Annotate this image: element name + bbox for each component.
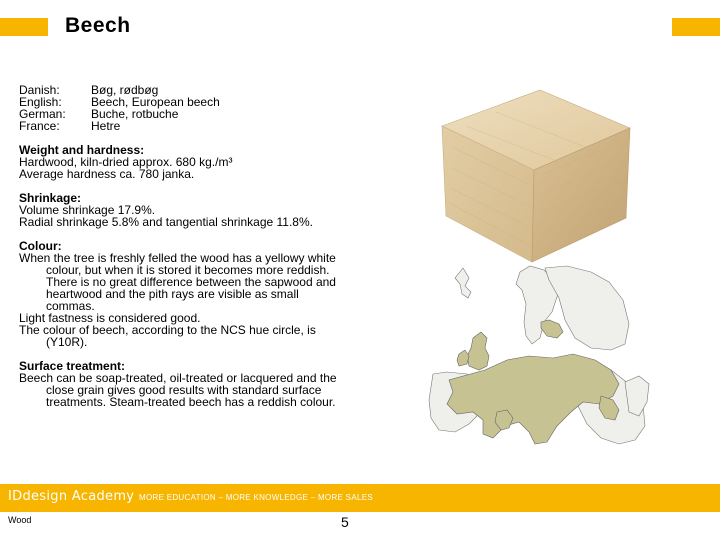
- name-value: Beech, European beech: [91, 95, 220, 109]
- page-title: Beech: [65, 14, 131, 37]
- name-list: [19, 84, 220, 132]
- brand-name: IDdesign Academy: [8, 489, 135, 504]
- surface-line: Beech can be soap-treated, oil-treated or lacquered and the: [19, 371, 337, 385]
- colour-line-cont: heartwood and the pith rays are visible as small: [46, 287, 299, 301]
- name-value: Hetre: [91, 119, 121, 133]
- surface-line-cont: treatments. Steam-treated beech has a reddish colour.: [46, 395, 336, 409]
- colour-line-cont: colour, but when it is stored it becomes more reddish.: [46, 263, 330, 277]
- weight-section: [19, 144, 349, 180]
- colour-line: Light fastness is considered good.: [19, 311, 201, 325]
- surface-section: [19, 360, 349, 408]
- weight-line: Hardwood, kiln-dried approx. 680 kg./m³: [19, 155, 233, 169]
- colour-line-cont: commas.: [46, 299, 95, 313]
- section-label: Wood: [8, 515, 32, 525]
- shrinkage-line: Radial shrinkage 5.8% and tangential shrinkage 11.8%.: [19, 215, 313, 229]
- surface-line-cont: close grain gives good results with standard surface: [46, 383, 322, 397]
- wood-cube-image: [436, 88, 632, 264]
- name-lang: Danish:: [19, 83, 60, 97]
- colour-line: When the tree is freshly felled the wood has a yellowy white: [19, 251, 336, 265]
- brand-tagline: MORE EDUCATION – MORE KNOWLEDGE – MORE SALES: [139, 493, 373, 502]
- page-number: 5: [341, 514, 349, 530]
- name-lang: German:: [19, 107, 66, 121]
- colour-line-cont: There is no great difference between the sapwood and: [46, 275, 336, 289]
- shrinkage-section: [19, 192, 349, 228]
- name-value: Bøg, rødbøg: [91, 83, 159, 97]
- colour-line: The colour of beech, according to the NCS hue circle, is: [19, 323, 316, 337]
- name-lang: English:: [19, 95, 62, 109]
- colour-heading: Colour:: [19, 239, 62, 253]
- header-accent-right: [672, 18, 720, 36]
- surface-heading: Surface treatment:: [19, 359, 126, 373]
- colour-line-cont: (Y10R).: [46, 335, 88, 349]
- name-lang: France:: [19, 119, 60, 133]
- name-row-france: [19, 120, 220, 132]
- name-value: Buche, rotbuche: [91, 107, 179, 121]
- shrinkage-heading: Shrinkage:: [19, 191, 82, 205]
- shrinkage-line: Volume shrinkage 17.9%.: [19, 203, 156, 217]
- weight-heading: Weight and hardness:: [19, 143, 145, 157]
- europe-distribution-map: [425, 262, 650, 462]
- weight-line: Average hardness ca. 780 janka.: [19, 167, 195, 181]
- header-accent-left: [0, 18, 48, 36]
- colour-section: [19, 240, 349, 348]
